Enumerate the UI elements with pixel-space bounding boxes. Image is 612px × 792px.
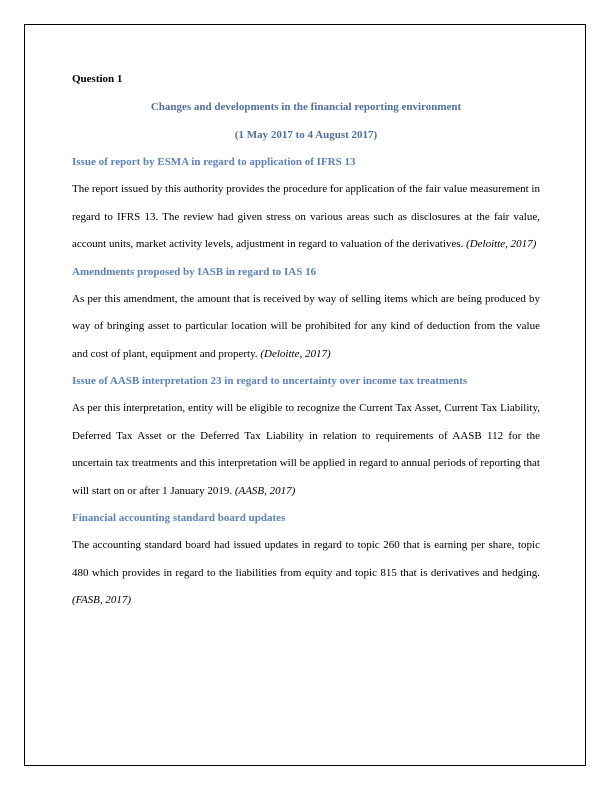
section-heading: Financial accounting standard board updates <box>72 512 286 524</box>
citation: (Deloitte, 2017) <box>260 347 331 360</box>
document-subtitle: (1 May 2017 to 4 August 2017) <box>234 129 378 141</box>
section-paragraph <box>72 532 540 615</box>
paragraph-text: As per this interpretation, entity will be eligible to recognize the Current Tax Asset, Current Tax Liability, Deferred Tax Asset or the Deferred Tax Liability in relation to requirements of AASB 112 for the uncertain tax treatments and this interpretation will be applied in regard to annual periods of reporting that will start on or after 1 January 2019. <box>72 402 540 497</box>
question-label: Question 1 <box>72 73 123 85</box>
section-paragraph <box>72 176 540 259</box>
section-heading: Issue of AASB interpretation 23 in regard to uncertainty over income tax treatments <box>72 375 468 387</box>
section-paragraph <box>72 395 540 505</box>
paragraph-text: The report issued by this authority provides the procedure for application of the fair value measurement in regard to IFRS 13. The review had given stress on various areas such as disclosures at the fair value, account units, market activity levels, adjustment in regard to valuation of the derivatives. <box>72 183 540 250</box>
section-paragraph <box>72 286 540 369</box>
section-heading: Issue of report by ESMA in regard to application of IFRS 13 <box>72 156 356 168</box>
document-body <box>72 66 540 615</box>
document-title: Changes and developments in the financial reporting environment <box>150 101 462 113</box>
paragraph-text: The accounting standard board had issued updates in regard to topic 260 that is earning per share, topic 480 which provides in regard to the liabilities from equity and topic 815 that is derivatives and hedging. <box>72 539 540 579</box>
paragraph-text: As per this amendment, the amount that is received by way of selling items which are being produced by way of bringing asset to particular location will be prohibited for any kind of deduction from the value and cost of plant, equipment and property. <box>72 292 540 360</box>
citation: (Deloitte, 2017) <box>466 238 537 250</box>
citation: (FASB, 2017) <box>72 594 132 606</box>
citation: (AASB, 2017) <box>234 484 296 497</box>
section-heading: Amendments proposed by IASB in regard to IAS 16 <box>72 265 317 278</box>
